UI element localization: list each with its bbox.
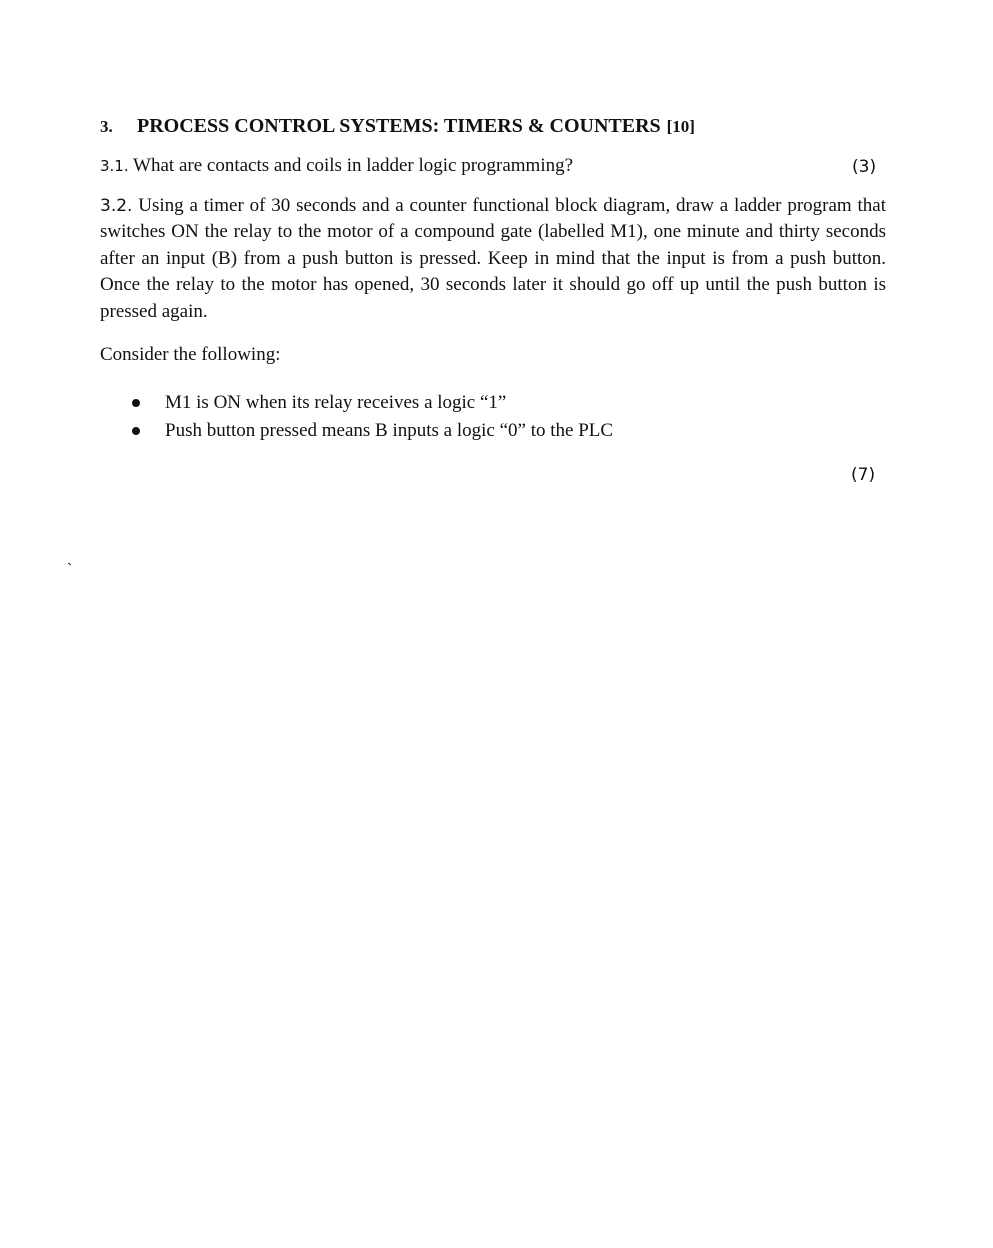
list-item [100, 389, 613, 417]
list-item [100, 417, 613, 445]
question-3-2-number: 3.2. [100, 196, 133, 216]
bullet-icon [132, 399, 140, 407]
section-number: 3. [100, 117, 113, 136]
stray-mark: ` [67, 561, 73, 578]
consider-list [100, 389, 613, 445]
question-3-2 [100, 193, 886, 325]
question-3-1-text: What are contacts and coils in ladder logic programming? [133, 155, 574, 176]
section-title: PROCESS CONTROL SYSTEMS: TIMERS & COUNTERS [137, 115, 661, 137]
section-marks: [10] [666, 117, 695, 136]
question-3-1-number: 3.1. [100, 157, 129, 175]
section-heading [100, 114, 695, 140]
question-3-1 [100, 154, 886, 178]
question-3-1-marks: (3) [852, 157, 877, 177]
bullet-icon [132, 427, 140, 435]
question-3-2-text: Using a timer of 30 seconds and a counter functional block diagram, draw a ladder program that switches ON the relay to the motor of a compound gate (labelled M1), one minute and thirty seconds after an input (B) from a push button is pressed. Keep in mind that the input is from a push button. Once the relay to the motor has opened, 30 seconds later it should go off up until the push button is pressed again. [100, 195, 886, 322]
list-item-text: M1 is ON when its relay receives a logic “1” [165, 392, 507, 413]
list-item-text: Push button pressed means B inputs a logic “0” to the PLC [165, 420, 614, 441]
question-3-2-marks: (7) [851, 465, 876, 485]
consider-label: Consider the following: [100, 344, 281, 365]
